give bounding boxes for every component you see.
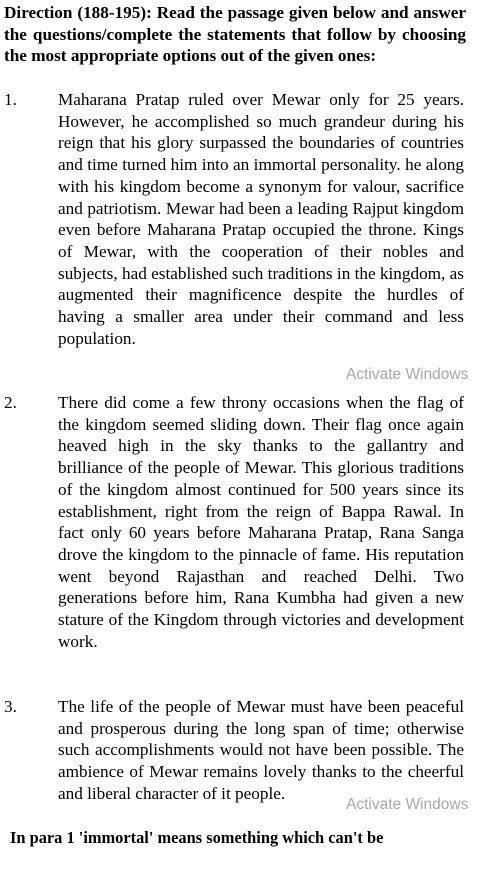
paragraph-text: There did come a few throny occasions when the flag of the kingdom seemed sliding down. Their flag once again heaved high in the sky thanks to the gallantry and brilliance of the people of Mewar. This glorious traditions of the kingdom almost continued for 500 years since its establishment, right from the reign of Bappa Rawal. In fact only 60 years before Maharana Pratap, Rana Sanga drove the kingdom to the pinnacle of fame. His reputation went beyond Rajasthan and reached Delhi. Two generations before him, Rana Kumbha had given a new stature of the Kingdom through victories and development work.	[58, 393, 464, 651]
paragraph-text: Maharana Pratap ruled over Mewar only for 25 years. However, he accomplished so much grandeur during his reign that his glory surpassed the boundaries of countries and time turned him into an immortal personality. he along with his kingdom become a synonym for valour, sacrifice and patriotism. Mewar had been a leading Rajput kingdom even before Maharana Pratap occupied the throne. Kings of Mewar, with the cooperation of their nobles and subjects, had established such traditions in the kingdom, as augmented their magnificence despite the hurdles of having a smaller area under their command and less population.	[58, 90, 464, 348]
direction-heading: Direction (188-195): Read the passage given below and answer the questions/complete the statements that follow by choosing the most appropriate options out of the given ones:	[4, 3, 466, 66]
paragraph-number: 3.	[4, 697, 17, 716]
activation-watermark: Activate Windows	[346, 796, 469, 813]
paragraph-number: 2.	[4, 393, 17, 412]
paragraph-text: The life of the people of Mewar must have been peaceful and prosperous during the long span of time; otherwise such accomplishments would not have been possible. The ambience of Mewar remains lovely thanks to the cheerful and liberal character of it people.	[58, 697, 464, 803]
question-text: In para 1 'immortal' means something which can't be	[10, 828, 384, 847]
activation-watermark: Activate Windows	[346, 366, 469, 383]
paragraph-number: 1.	[4, 90, 17, 109]
